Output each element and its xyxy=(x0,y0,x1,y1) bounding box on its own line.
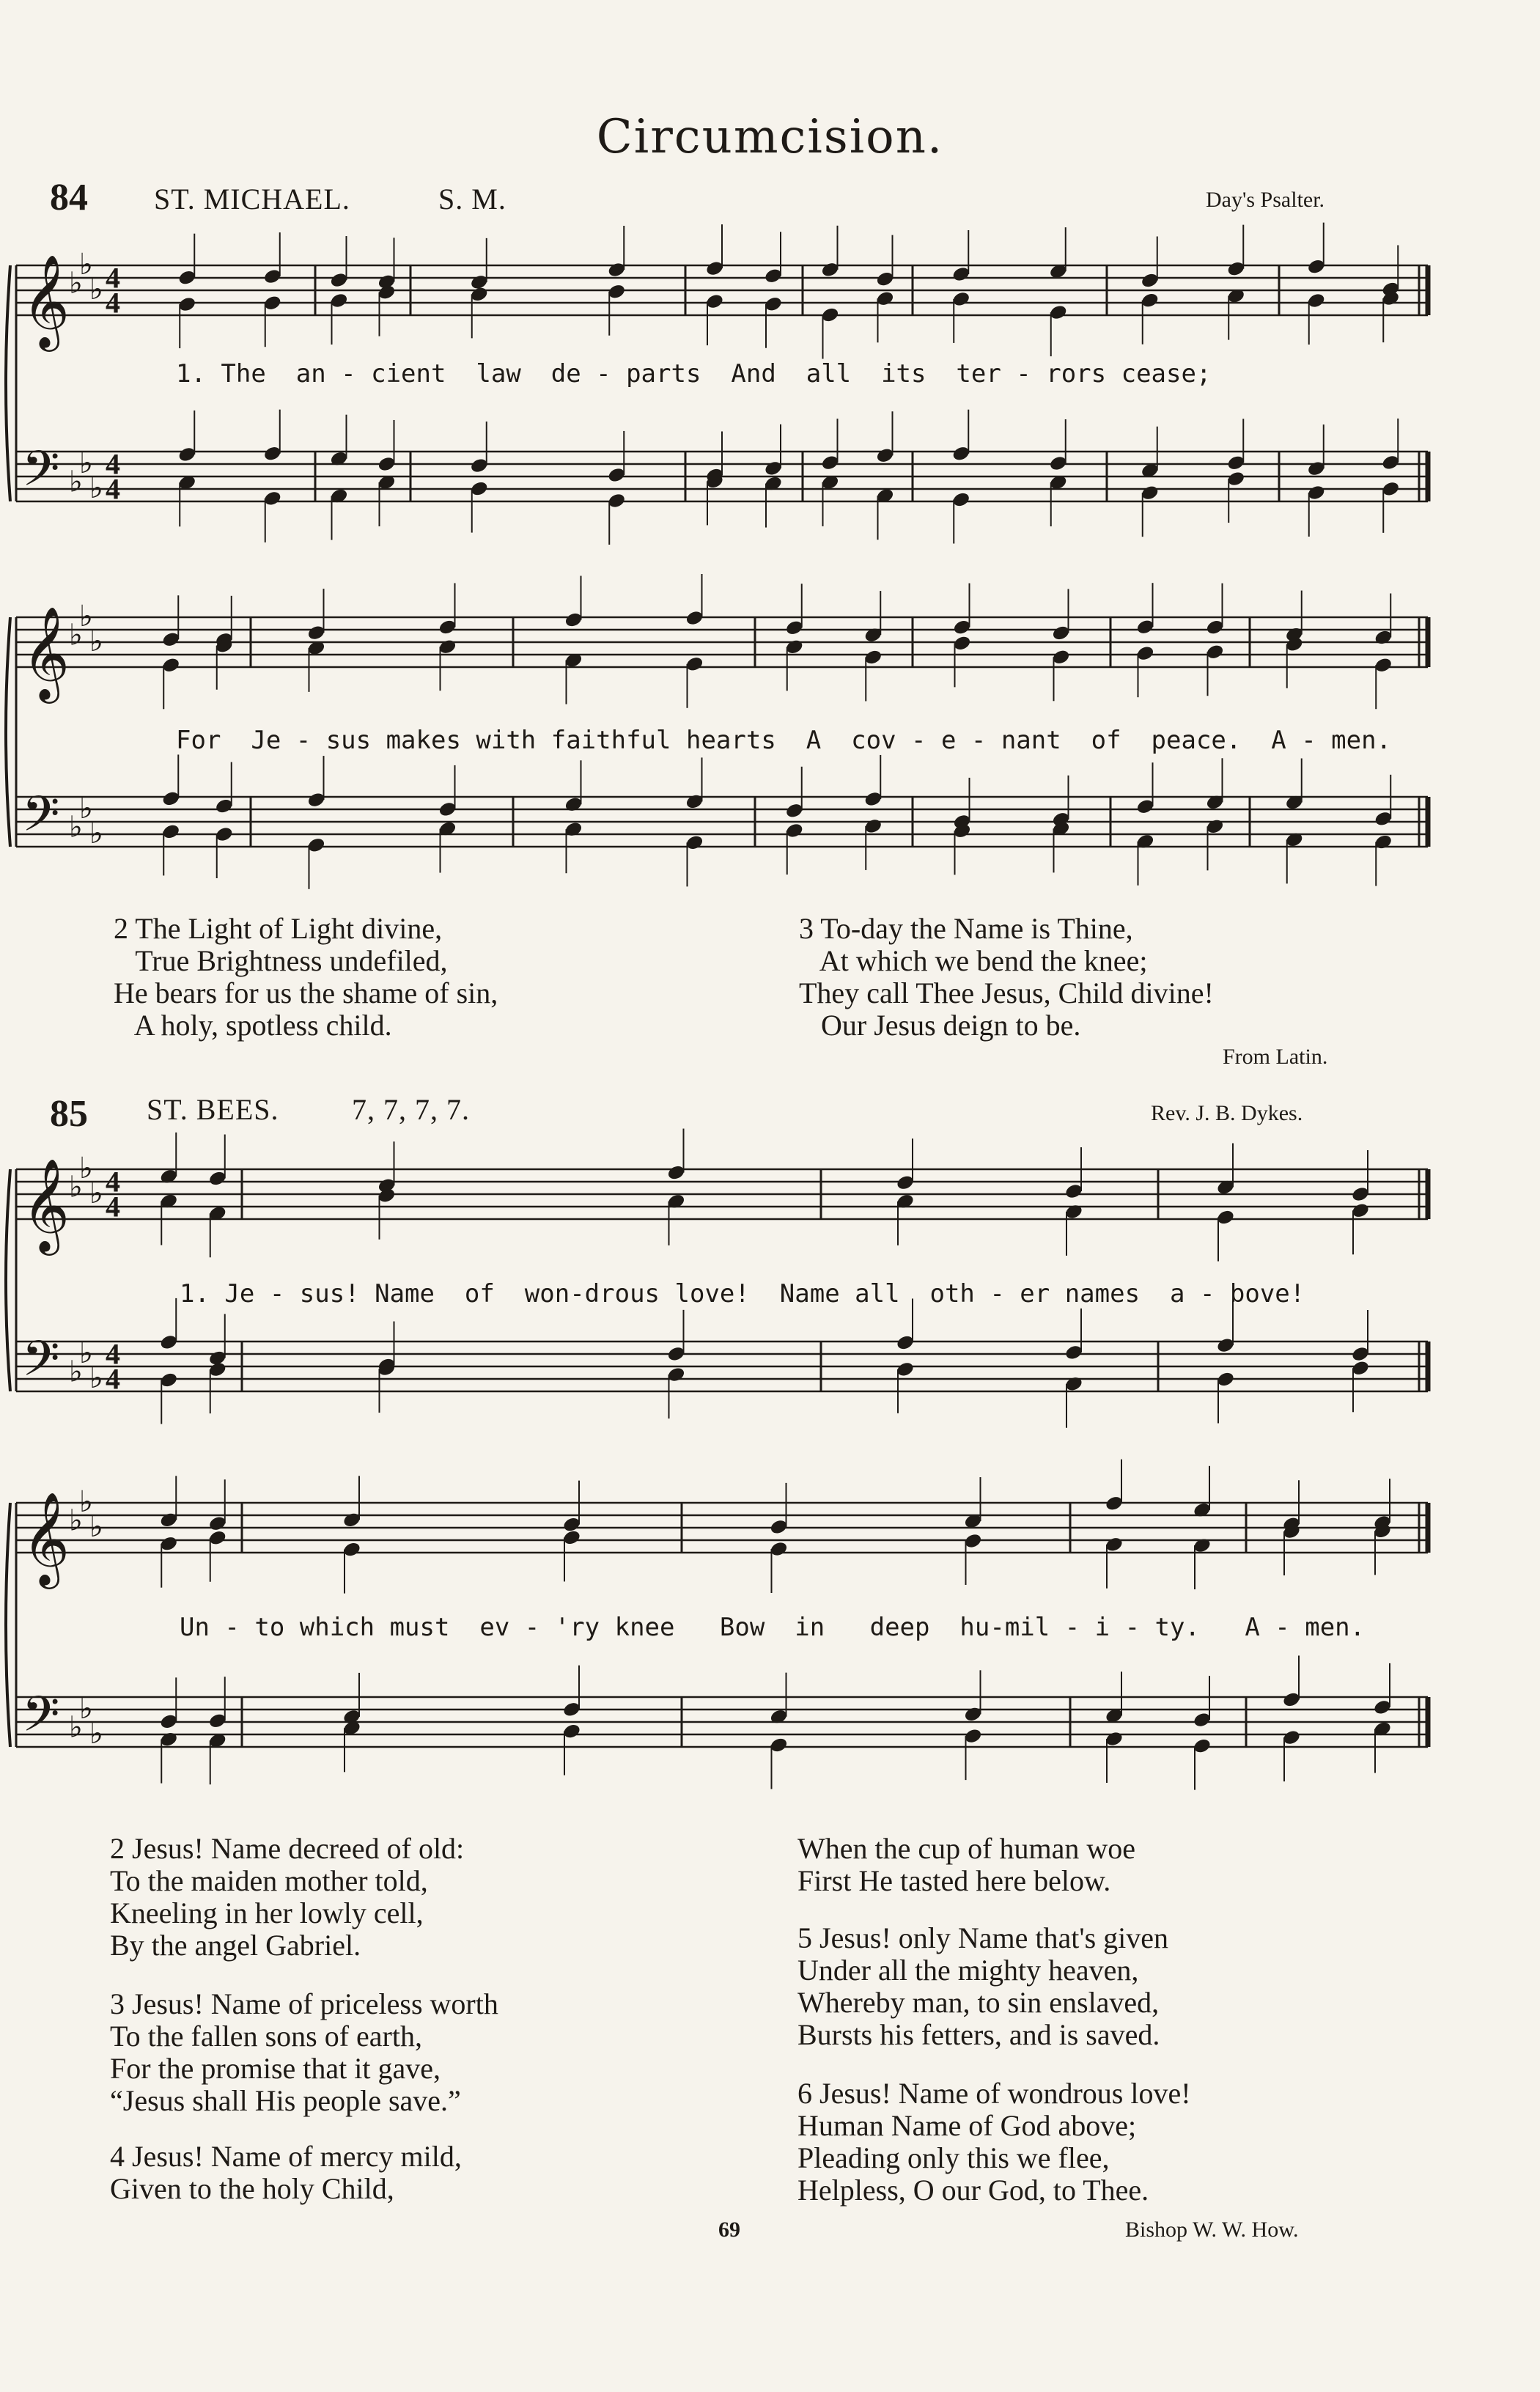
hymn-84-tune: ST. MICHAEL. xyxy=(154,183,350,216)
flat-icon: ♭ xyxy=(79,1692,93,1726)
flat-icon: ♭ xyxy=(79,248,93,281)
hymn-85-source: Bishop W. W. How. xyxy=(1125,2218,1299,2242)
bass-clef-icon: 𝄢 xyxy=(22,1686,60,1754)
time-signature: 4 xyxy=(106,472,120,506)
time-signature: 4 xyxy=(106,261,120,295)
hymn-84-verse-2: 2 The Light of Light divine, True Brightness undefiled, He bears for us the shame of sin, A holy, spotless child. xyxy=(114,912,498,1042)
flat-icon: ♭ xyxy=(89,1510,103,1544)
flat-icon: ♭ xyxy=(69,1504,83,1538)
hymn-85-verse-4: 4 Jesus! Name of mercy mild, Given to the holy Child, xyxy=(110,2140,462,2205)
flat-icon: ♭ xyxy=(69,1170,83,1204)
hymn-84-attribution: Day's Psalter. xyxy=(1206,188,1325,212)
flat-icon: ♭ xyxy=(89,471,103,505)
flat-icon: ♭ xyxy=(79,1336,93,1370)
page-number: 69 xyxy=(718,2218,740,2242)
hymn-84-source: From Latin. xyxy=(1223,1045,1328,1069)
time-signature: 4 xyxy=(106,1165,120,1199)
time-signature: 4 xyxy=(106,447,120,481)
hymn-85-verse-2: 2 Jesus! Name decreed of old: To the maiden mother told, Kneeling in her lowly cell, By the angel Gabriel. xyxy=(110,1832,465,1962)
hymn-85-number: 85 xyxy=(50,1093,88,1135)
hymn-85-verse-3: 3 Jesus! Name of priceless worth To the fallen sons of earth, For the promise that it gave, “Jesus shall His people save.” xyxy=(110,1987,498,2117)
hymn-84-lyrics-line-2: For Je - sus makes with faithful hearts A cov - e - nant of peace. A - men. xyxy=(176,726,1392,755)
treble-clef-icon: 𝄞 xyxy=(22,254,70,347)
bass-clef-icon: 𝄢 xyxy=(22,786,60,854)
hymn-85-meter: 7, 7, 7, 7. xyxy=(352,1093,470,1126)
hymn-84-system-1-brace xyxy=(6,265,10,501)
flat-icon: ♭ xyxy=(69,266,83,301)
time-signature: 4 xyxy=(106,1190,120,1223)
hymn-85-verse-6: 6 Jesus! Name of wondrous love! Human Name of God above; Pleading only this we flee, Helpless, O our God, to Thee. xyxy=(797,2077,1191,2207)
flat-icon: ♭ xyxy=(69,618,83,652)
hymn-84-meter: S. M. xyxy=(438,183,506,216)
treble-clef-icon: 𝄞 xyxy=(22,1491,70,1585)
treble-clef-icon: 𝄞 xyxy=(22,1158,70,1251)
hymn-85-system-1-brace xyxy=(6,1169,10,1391)
flat-icon: ♭ xyxy=(69,465,83,499)
hymn-85-attribution: Rev. J. B. Dykes. xyxy=(1151,1101,1303,1125)
treble-clef-icon: 𝄞 xyxy=(22,606,70,699)
flat-icon: ♭ xyxy=(89,625,103,658)
hymn-85-verse-5: 5 Jesus! only Name that's given Under all the mighty heaven, Whereby man, to sin enslaved, Bursts his fetters, and is saved. xyxy=(797,1921,1169,2051)
flat-icon: ♭ xyxy=(89,273,103,306)
section-title: Circumcision. xyxy=(596,110,944,164)
hymn-84-number: 84 xyxy=(50,177,88,218)
hymn-84-lyrics-line-1: 1. The an - cient law de - parts And all its ter - rors cease; xyxy=(176,359,1212,389)
bass-clef-icon: 𝄢 xyxy=(22,1331,60,1399)
flat-icon: ♭ xyxy=(79,600,93,633)
flat-icon: ♭ xyxy=(79,1152,93,1185)
hymn-85-system-2-brace xyxy=(6,1503,10,1747)
time-signature: 4 xyxy=(106,286,120,320)
flat-icon: ♭ xyxy=(79,1485,93,1519)
time-signature: 4 xyxy=(106,1337,120,1371)
flat-icon: ♭ xyxy=(79,446,93,480)
hymn-85-tune: ST. BEES. xyxy=(147,1093,279,1126)
flat-icon: ♭ xyxy=(69,1710,83,1745)
flat-icon: ♭ xyxy=(89,817,103,850)
hymn-84-system-2-brace xyxy=(6,617,10,847)
flat-icon: ♭ xyxy=(69,1355,83,1389)
flat-icon: ♭ xyxy=(69,810,83,844)
time-signature: 4 xyxy=(106,1362,120,1396)
flat-icon: ♭ xyxy=(89,1361,103,1395)
flat-icon: ♭ xyxy=(79,792,93,825)
hymn-84-verse-3: 3 To-day the Name is Thine, At which we bend the knee; They call Thee Jesus, Child divine! Our Jesus deign to be. xyxy=(799,912,1214,1042)
bass-clef-icon: 𝄢 xyxy=(22,441,60,509)
hymn-85-lyrics-line-1: 1. Je - sus! Name of won-drous love! Name all oth - er names a - bove! xyxy=(180,1279,1305,1309)
hymn-85-verse-4-continued: When the cup of human woe First He tasted here below. xyxy=(797,1832,1135,1897)
flat-icon: ♭ xyxy=(89,1177,103,1210)
hymn-85-lyrics-line-2: Un - to which must ev - 'ry knee Bow in deep hu-mil - i - ty. A - men. xyxy=(180,1613,1366,1642)
flat-icon: ♭ xyxy=(89,1717,103,1751)
